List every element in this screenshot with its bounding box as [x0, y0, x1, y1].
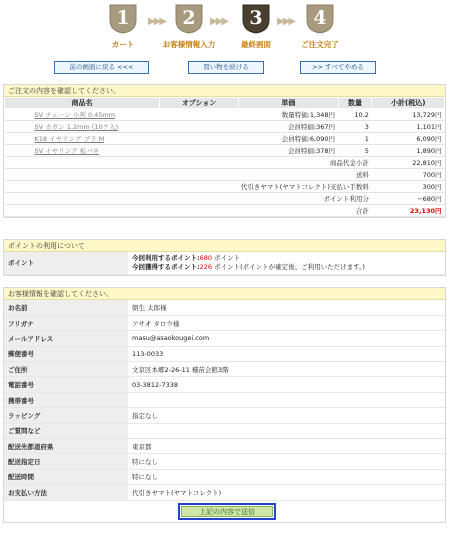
- product-link[interactable]: SV チェーン 小判 0.45mm: [5, 109, 160, 121]
- field-label: フリガナ: [4, 315, 128, 330]
- points-earn-line: 今回獲得するポイント:226 ポイント(ポイントが確定後、ご利用いただけます。): [132, 262, 365, 271]
- unit-price: 会員特価:6,090円: [239, 133, 338, 145]
- field-value: 代引きヤマト(ヤマトコレクト): [128, 485, 445, 500]
- column-header: 単価: [239, 98, 338, 109]
- points-heading: ポイントの利用について: [4, 240, 445, 252]
- field-value: 特になし: [128, 469, 445, 484]
- step-2-label: お客様情報入力: [162, 40, 216, 49]
- quantity: 1: [338, 133, 372, 145]
- field-label: メールアドレス: [4, 331, 128, 346]
- table-row: [4, 300, 445, 315]
- step-3-shield-icon: 3: [241, 4, 271, 34]
- total-row: [5, 205, 445, 217]
- step-arrow-icon: ▶▶▶: [148, 16, 166, 27]
- column-header: オプション: [160, 98, 239, 109]
- cancel-all-button[interactable]: >> すべてやめる: [300, 61, 376, 74]
- summary-value: 22,810円: [372, 157, 445, 169]
- order-section: [3, 84, 446, 218]
- points-use-value: 680: [199, 253, 213, 262]
- subtotal: 6,090円: [372, 133, 445, 145]
- table-row: [4, 377, 445, 392]
- continue-shopping-button[interactable]: 買い物を続ける: [188, 61, 264, 74]
- points-label: ポイント: [4, 252, 128, 274]
- table-row: [4, 439, 445, 454]
- table-row: [5, 109, 445, 121]
- field-label: ご住所: [4, 362, 128, 377]
- summary-value: 300円: [372, 181, 445, 193]
- field-label: 配送指定日: [4, 454, 128, 469]
- field-value: 東京都: [128, 439, 445, 454]
- summary-row: [5, 181, 445, 193]
- field-label: ラッピング: [4, 408, 128, 423]
- field-value: 朝生 太郎様: [128, 300, 445, 315]
- points-earn-value: 226: [199, 262, 213, 271]
- column-header: 数量: [338, 98, 372, 109]
- step-4-shield-icon: 4: [305, 4, 335, 34]
- quantity: 10.2: [338, 109, 372, 121]
- submit-button[interactable]: [178, 503, 276, 520]
- table-row: [4, 331, 445, 346]
- field-label: お支払い方法: [4, 485, 128, 500]
- product-option: [160, 109, 239, 121]
- quantity: 3: [338, 121, 372, 133]
- product-option: [160, 145, 239, 157]
- table-row: [4, 408, 445, 423]
- step-3-label: 最終画面: [241, 40, 271, 49]
- field-label: 配送先都道府県: [4, 439, 128, 454]
- summary-label: 商品代金小計: [5, 157, 372, 169]
- unit-price: 数量特価:1,348円: [239, 109, 338, 121]
- summary-value: 700円: [372, 169, 445, 181]
- order-table: [4, 97, 445, 217]
- unit-price: 会員特価:378円: [239, 145, 338, 157]
- column-header: 小計(税込): [372, 98, 445, 109]
- column-header: 商品名: [5, 98, 160, 109]
- customer-section: [3, 287, 446, 523]
- submit-button-label: 上記の内容で送信: [181, 506, 273, 517]
- step-arrow-icon: ▶▶▶: [210, 16, 228, 27]
- total-value: 23,130円: [372, 205, 445, 217]
- product-option: [160, 133, 239, 145]
- field-label: 携帯番号: [4, 392, 128, 407]
- table-row: [4, 346, 445, 361]
- subtotal: 1,101円: [372, 121, 445, 133]
- step-1-label: カート: [111, 40, 135, 49]
- summary-row: [5, 169, 445, 181]
- unit-price: 会員特価:367円: [239, 121, 338, 133]
- subtotal: 13,729円: [372, 109, 445, 121]
- table-row: [4, 362, 445, 377]
- total-label: 合計: [5, 205, 372, 217]
- step-complete: [285, 4, 355, 50]
- table-row: [5, 121, 445, 133]
- field-value: 113-0033: [128, 346, 445, 361]
- table-row: [5, 133, 445, 145]
- summary-row: [5, 193, 445, 205]
- step-arrow-icon: ▶▶▶: [277, 16, 295, 27]
- points-row: [4, 252, 445, 274]
- summary-label: ポイント利用分: [5, 193, 372, 205]
- subtotal: 1,890円: [372, 145, 445, 157]
- back-button[interactable]: 前の画面に戻る <<<: [54, 61, 149, 74]
- table-row: [5, 145, 445, 157]
- summary-row: [5, 157, 445, 169]
- field-value: [128, 423, 445, 438]
- table-row: [4, 392, 445, 407]
- field-value: 特になし: [128, 454, 445, 469]
- field-label: 郵便番号: [4, 346, 128, 361]
- step-1-shield-icon: 1: [108, 4, 138, 34]
- field-value: 文京区本郷2-26-11 種苗会館3階: [128, 362, 445, 377]
- summary-label: 代引きヤマト(ヤマトコレクト)支払い手数料: [5, 181, 372, 193]
- order-heading: ご注文の内容を確認してください。: [4, 85, 445, 97]
- field-label: ご質問など: [4, 423, 128, 438]
- table-row: [4, 485, 445, 500]
- customer-table: [4, 300, 445, 501]
- points-use-line: 今回利用するポイント:680 ポイント: [132, 253, 241, 262]
- points-detail: [128, 252, 445, 274]
- field-label: 配送時間: [4, 469, 128, 484]
- product-link[interactable]: SV カガン 1.2mm (10ケ入): [5, 121, 160, 133]
- step-2-shield-icon: 2: [174, 4, 204, 34]
- product-link[interactable]: K18 イヤリング ブラ M: [5, 133, 160, 145]
- quantity: 5: [338, 145, 372, 157]
- field-label: お名前: [4, 300, 128, 315]
- table-row: [4, 423, 445, 438]
- table-row: [4, 469, 445, 484]
- points-section: [3, 239, 446, 276]
- field-value: masu@asaokougei.com: [128, 331, 445, 346]
- summary-value: −680円: [372, 193, 445, 205]
- field-label: 電話番号: [4, 377, 128, 392]
- field-value: [128, 392, 445, 407]
- customer-heading: お客様情報を確認してください。: [4, 288, 445, 300]
- summary-label: 送料: [5, 169, 372, 181]
- field-value: 指定なし: [128, 408, 445, 423]
- points-table: [4, 252, 445, 275]
- product-link[interactable]: SV イヤリング 板バネ: [5, 145, 160, 157]
- checkout-steps: [0, 4, 450, 54]
- step-4-label: ご注文完了: [301, 40, 339, 49]
- field-value: 03-3812-7338: [128, 377, 445, 392]
- table-row: [4, 454, 445, 469]
- product-option: [160, 121, 239, 133]
- field-value: アサオ タロウ様: [128, 315, 445, 330]
- order-header-row: [5, 98, 445, 109]
- table-row: [4, 315, 445, 330]
